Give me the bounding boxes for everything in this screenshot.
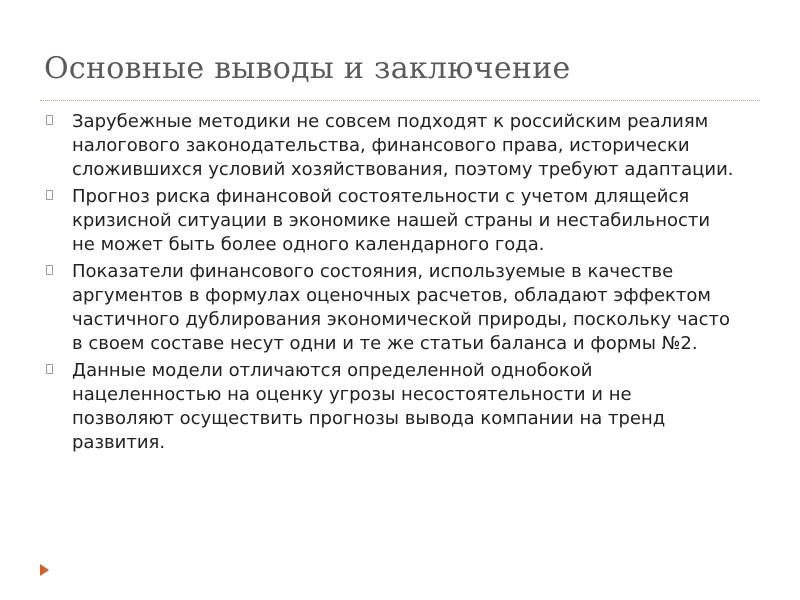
bullet-item-3 xyxy=(44,260,734,356)
bullet-square-icon xyxy=(46,265,53,275)
bullet-item-4 xyxy=(44,359,734,455)
bullet-text-4: Данные модели отличаются определенной однобокой нацеленностью на оценку угрозы несостоятельности и не позволяют осуществить прогнозы вывода компании на тренд развития. xyxy=(72,360,666,453)
bullet-item-1 xyxy=(44,110,734,182)
bullet-text-2: Прогноз риска финансовой состоятельности с учетом длящейся кризисной ситуации в экономике нашей страны и нестабильности не может быть более одного календарного года. xyxy=(72,186,711,255)
bullet-square-icon xyxy=(46,190,53,200)
bullet-text-3: Показатели финансового состояния, используемые в качестве аргументов в формулах оценочных расчетов, обладают эффектом частичного дублирования экономической природы, поскольку часто в своем составе несут одни и те же статьи баланса и формы №2. xyxy=(72,261,730,354)
title-divider xyxy=(40,100,760,101)
corner-arrow-icon xyxy=(40,564,49,576)
bullet-item-2 xyxy=(44,185,734,257)
slide-title: Основные выводы и заключение xyxy=(44,51,571,86)
bullet-list xyxy=(44,110,734,458)
bullet-text-1: Зарубежные методики не совсем подходят к российским реалиям налогового законодательства, финансового права, исторически сложившихся условий хозяйствования, поэтому требуют адаптации. xyxy=(72,111,734,180)
bullet-square-icon xyxy=(46,115,53,125)
bullet-square-icon xyxy=(46,364,53,374)
